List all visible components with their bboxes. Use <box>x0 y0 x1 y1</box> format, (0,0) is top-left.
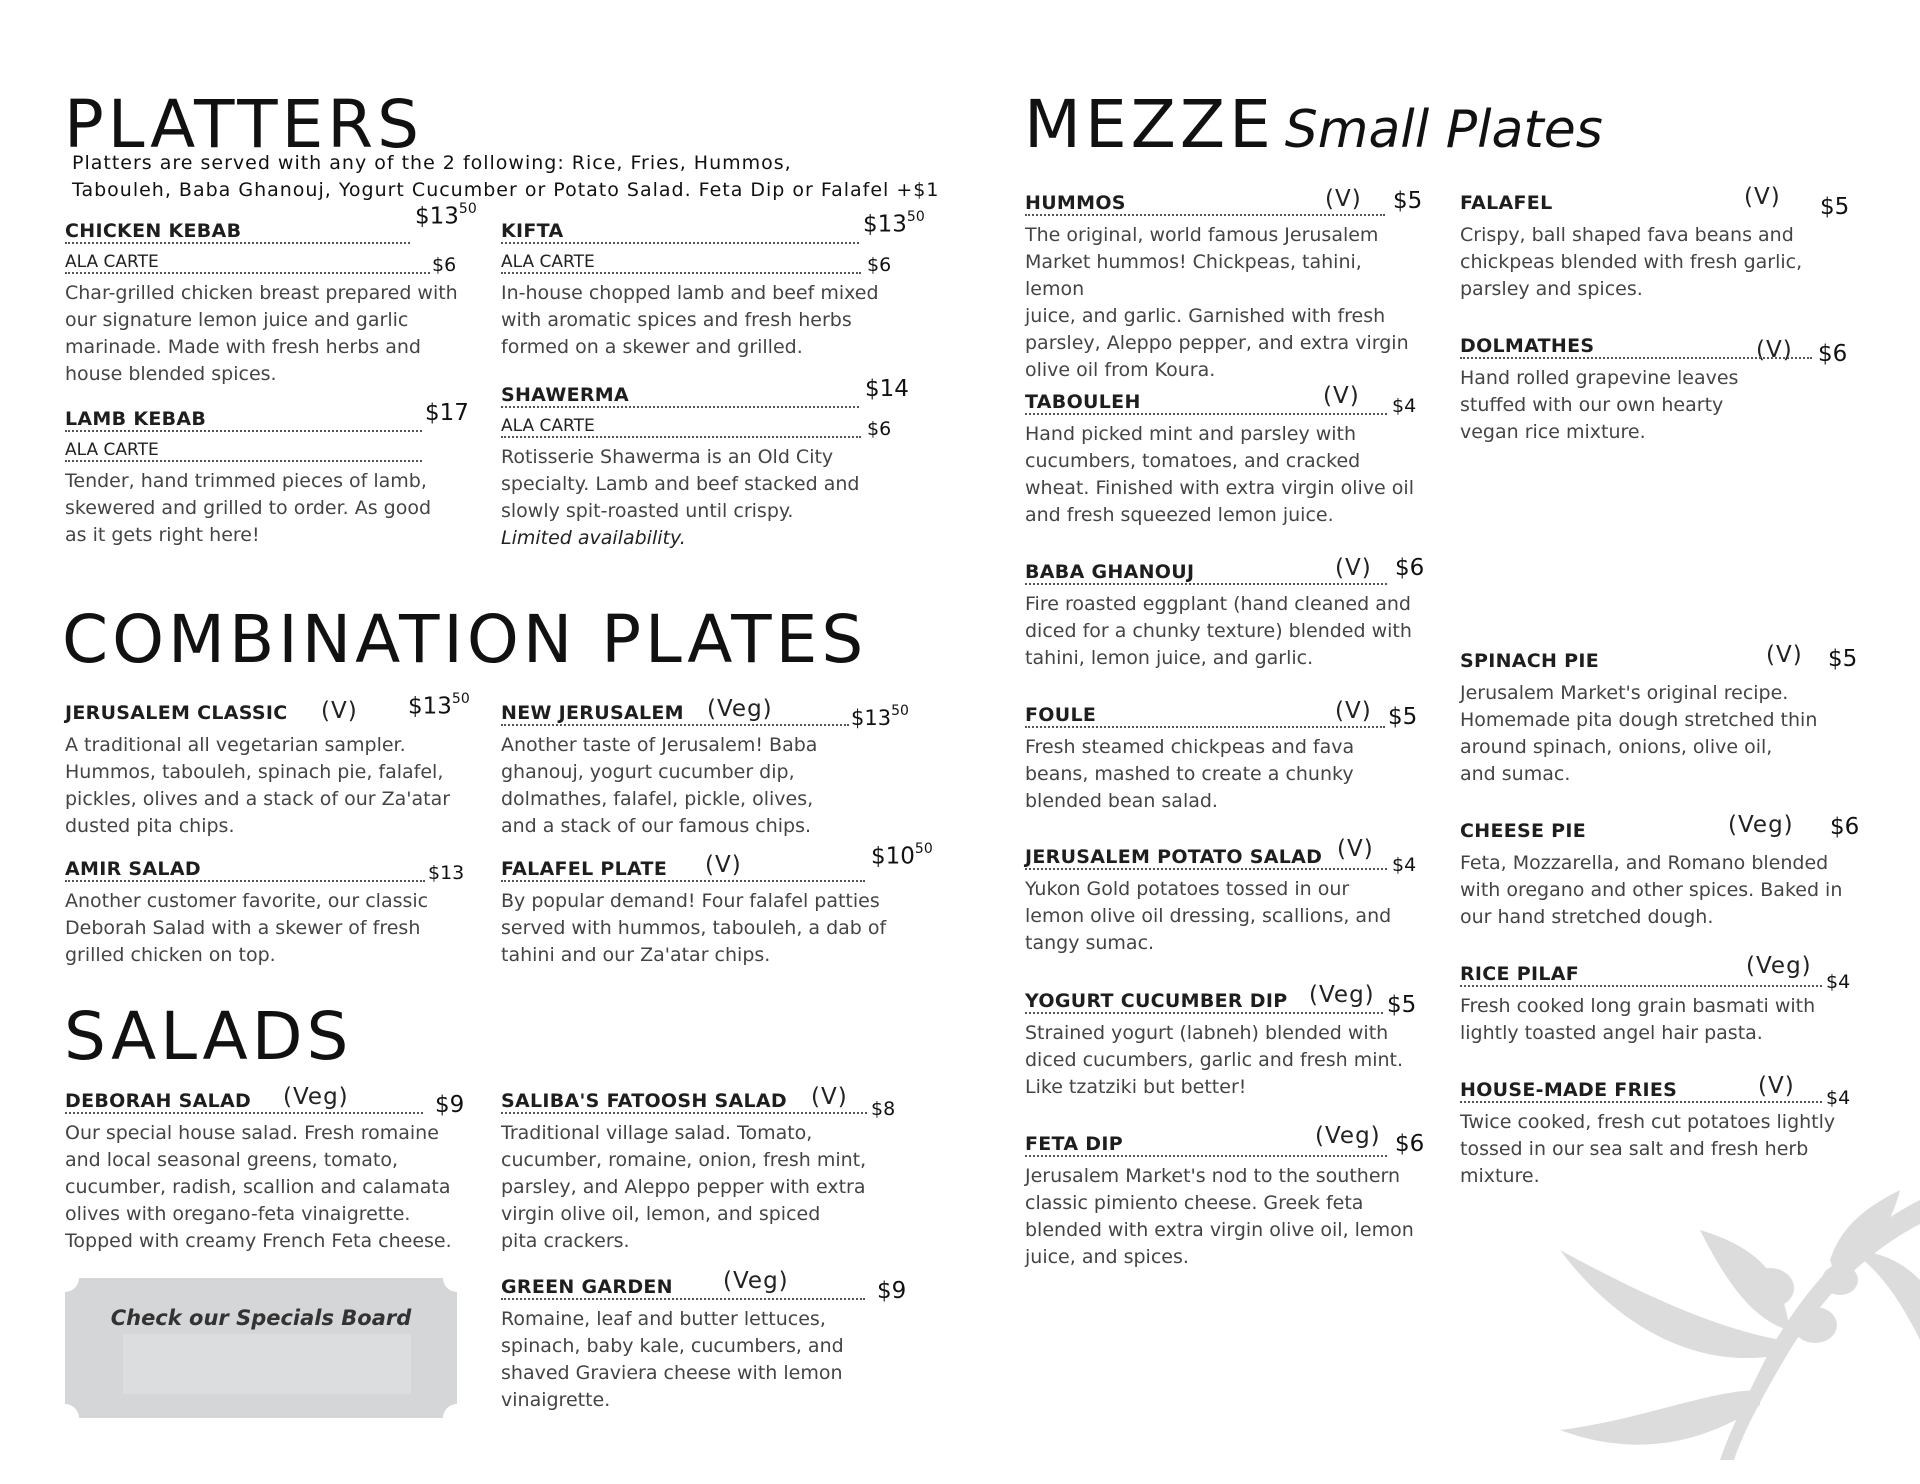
item-price: $\$13^{50}$ <box>415 201 477 230</box>
dot-leader <box>1460 357 1812 359</box>
item-description: Jerusalem Market's original recipe. Homemade pita dough stretched thin around spinach, onions, olive oil, and sumac. <box>1460 682 1818 785</box>
item-description: Our special house salad. Fresh romaine and local seasonal greens, tomato, cucumber, radish, scallion and calamata olives with oregano-feta vinaigrette. Topped with creamy French Feta cheese. <box>65 1122 452 1252</box>
menu-item-baba-ghanouj <box>1025 553 1425 672</box>
menu-item-amir-salad <box>65 850 465 969</box>
item-description: Fire roasted eggplant (hand cleaned and diced for a chunky texture) blended with tahini, lemon juice, and garlic. <box>1025 593 1412 669</box>
dot-leader <box>501 1298 865 1300</box>
dot-leader <box>501 272 861 274</box>
item-description: Hand rolled grapevine leaves stuffed with our own hearty vegan rice mixture. <box>1460 367 1739 443</box>
item-description: By popular demand! Four falafel patties served with hummos, tabouleh, a dab of tahini and our Za'atar chips. <box>501 890 887 966</box>
item-description: Romaine, leaf and butter lettuces, spinach, baby kale, cucumbers, and shaved Graviera cheese with lemon vinaigrette. <box>501 1308 844 1411</box>
diet-tag: (V) <box>811 1084 848 1110</box>
dot-leader <box>1460 1101 1822 1103</box>
menu-item-tabouleh <box>1025 383 1425 529</box>
diet-tag: (V) <box>1756 337 1793 363</box>
diet-tag: (Veg) <box>1315 1123 1381 1149</box>
combination-heading: COMBINATION PLATES <box>62 601 868 678</box>
item-description: The original, world famous Jerusalem Market hummos! Chickpeas, tahini, lemon juice, and garlic. Garnished with fresh parsley, Aleppo pepper, and extra virgin olive oil from Koura. <box>1025 224 1409 381</box>
item-name: BABA GHANOUJ <box>1025 561 1195 583</box>
diet-tag: (V) <box>1323 383 1360 409</box>
item-price: $4 <box>1826 1087 1851 1109</box>
menu-item-fatoosh-salad <box>501 1082 911 1255</box>
menu-item-potato-salad <box>1025 838 1435 957</box>
diet-tag: (V) <box>705 852 742 878</box>
menu-item-yogurt-cucumber-dip <box>1025 982 1425 1101</box>
menu-item-shawerma <box>501 376 909 552</box>
item-price: $8 <box>871 1098 896 1120</box>
item-name: FETA DIP <box>1025 1133 1123 1155</box>
item-name: JERUSALEM POTATO SALAD <box>1025 846 1323 868</box>
item-name: NEW JERUSALEM <box>501 702 684 724</box>
item-price: $5 <box>1393 188 1423 214</box>
item-price: $17 <box>425 400 469 426</box>
item-price: $4 <box>1826 971 1851 993</box>
dot-leader <box>501 880 865 882</box>
dot-leader <box>1025 583 1387 585</box>
mezze-heading <box>1024 86 1603 163</box>
dot-leader <box>1025 726 1385 728</box>
dot-leader <box>65 460 422 462</box>
diet-tag: (Veg) <box>283 1084 349 1110</box>
item-price: $5 <box>1820 194 1850 220</box>
item-description: Char-grilled chicken breast prepared with our signature lemon juice and garlic marinade. Made with fresh herbs and house blended spices. <box>65 282 458 385</box>
diet-tag: (V) <box>1335 555 1372 581</box>
item-name: FALAFEL <box>1460 192 1553 214</box>
menu-item-lamb-kebab <box>65 400 469 549</box>
dot-leader <box>65 880 425 882</box>
ala-carte-price: $6 <box>432 254 457 276</box>
menu-item-deborah-salad <box>65 1082 465 1255</box>
item-description: Twice cooked, fresh cut potatoes lightly tossed in our sea salt and fresh herb mixture. <box>1460 1111 1836 1187</box>
item-name: FALAFEL PLATE <box>501 858 668 880</box>
specials-board-text: Check our Specials Board <box>110 1306 412 1330</box>
diet-tag: (Veg) <box>1746 953 1812 979</box>
dot-leader <box>65 1112 423 1114</box>
item-name: SALIBA'S FATOOSH SALAD <box>501 1090 787 1112</box>
item-price: $5 <box>1387 992 1417 1018</box>
platters-heading: PLATTERS <box>64 86 424 163</box>
item-price: $14 <box>865 376 909 402</box>
item-name: AMIR SALAD <box>65 858 201 880</box>
platters-note-line2: Tabouleh, Baba Ghanouj, Yogurt Cucumber or Potato Salad. Feta Dip or Falafel +$1 <box>72 179 940 201</box>
menu-item-jerusalem-classic <box>65 691 470 840</box>
item-description: In-house chopped lamb and beef mixed with aromatic spices and fresh herbs formed on a skewer and grilled. <box>501 282 879 358</box>
diet-tag: (Veg) <box>1728 812 1794 838</box>
menu-item-falafel <box>1460 184 1860 303</box>
diet-tag: (Veg) <box>1309 982 1375 1008</box>
item-description: Yukon Gold potatoes tossed in our lemon olive oil dressing, scallions, and tangy sumac. <box>1025 878 1392 954</box>
item-price: $6 <box>1395 555 1425 581</box>
menu-item-cheese-pie <box>1460 812 1860 931</box>
item-name: CHICKEN KEBAB <box>65 220 242 242</box>
ala-carte-label: ALA CARTE <box>65 252 159 272</box>
item-name: RICE PILAF <box>1460 963 1580 985</box>
menu-item-new-jerusalem <box>501 694 909 840</box>
item-price: $5 <box>1828 646 1858 672</box>
item-name: JERUSALEM CLASSIC <box>65 702 288 724</box>
item-price: $\$13^{50}$ <box>863 209 925 238</box>
item-price: $\$13^{50}$ <box>851 703 909 730</box>
item-price: $\$10^{50}$ <box>871 841 933 870</box>
diet-tag: (V) <box>1337 836 1374 862</box>
diet-tag: (V) <box>1335 698 1372 724</box>
dot-leader <box>1025 1155 1387 1157</box>
item-price: $4 <box>1392 854 1417 876</box>
menu-item-hummos <box>1025 184 1425 384</box>
item-price: $6 <box>1818 341 1848 367</box>
platters-note-line1: Platters are served with any of the 2 following: Rice, Fries, Hummos, <box>72 152 792 174</box>
ala-carte-label: ALA CARTE <box>501 252 595 272</box>
item-description: Another taste of Jerusalem! Baba ghanouj, yogurt cucumber dip, dolmathes, falafel, pickle, olives, and a stack of our famous chips. <box>501 734 818 837</box>
item-name: DOLMATHES <box>1460 335 1595 357</box>
menu-item-spinach-pie <box>1460 642 1860 788</box>
diet-tag: (V) <box>1744 184 1781 210</box>
dot-leader <box>501 1112 867 1114</box>
item-description: Hand picked mint and parsley with cucumbers, tomatoes, and cracked wheat. Finished with extra virgin olive oil and fresh squeezed lemon juice. <box>1025 423 1414 526</box>
ala-carte-label: ALA CARTE <box>65 440 159 460</box>
menu-item-chicken-kebab <box>65 201 477 388</box>
menu-item-green-garden <box>501 1268 907 1414</box>
salads-heading: SALADS <box>64 998 353 1075</box>
item-price: $4 <box>1392 395 1417 417</box>
item-name: YOGURT CUCUMBER DIP <box>1025 990 1288 1012</box>
menu-item-rice-pilaf <box>1460 955 1860 1047</box>
item-description: Rotisserie Shawerma is an Old City specialty. Lamb and beef stacked and slowly spit-roasted until crispy. <box>501 446 860 522</box>
item-name: HUMMOS <box>1025 192 1126 214</box>
item-name: SPINACH PIE <box>1460 650 1600 672</box>
item-description: A traditional all vegetarian sampler. Hummos, tabouleh, spinach pie, falafel, pickles, olives and a stack of our Za'atar dusted pita chips. <box>65 734 451 837</box>
diet-tag: (V) <box>321 698 358 724</box>
specials-board-shape <box>65 1278 457 1418</box>
item-price: $\$13^{50}$ <box>408 691 470 720</box>
item-price: $9 <box>877 1278 907 1304</box>
menu-item-house-made-fries <box>1460 1071 1860 1190</box>
item-name: SHAWERMA <box>501 384 630 406</box>
ala-carte-price: $6 <box>867 418 892 440</box>
menu-item-kifta <box>501 209 925 361</box>
olive-branch-icon <box>1530 1190 1920 1460</box>
item-description: Fresh steamed chickpeas and fava beans, mashed to create a chunky blended bean salad. <box>1025 736 1355 812</box>
dot-leader <box>1025 214 1385 216</box>
dot-leader <box>501 436 861 438</box>
menu-item-dolmathes <box>1460 327 1860 446</box>
diet-tag: (Veg) <box>707 696 773 722</box>
mezze-subtitle: Small Plates <box>1284 100 1603 160</box>
item-name: FOULE <box>1025 704 1097 726</box>
menu-item-falafel-plate <box>501 841 933 969</box>
item-name: LAMB KEBAB <box>65 408 207 430</box>
item-name: HOUSE-MADE FRIES <box>1460 1079 1678 1101</box>
dot-leader <box>1025 413 1387 415</box>
item-description: Crispy, ball shaped fava beans and chickpeas blended with fresh garlic, parsley and spices. <box>1460 224 1803 300</box>
diet-tag: (V) <box>1766 642 1803 668</box>
item-price: $9 <box>435 1092 465 1118</box>
item-price: $6 <box>1830 814 1860 840</box>
item-price: $6 <box>1395 1131 1425 1157</box>
ala-carte-price: $6 <box>867 254 892 276</box>
item-description: Feta, Mozzarella, and Romano blended with oregano and other spices. Baked in our hand stretched dough. <box>1460 852 1843 928</box>
item-description: Fresh cooked long grain basmati with lightly toasted angel hair pasta. <box>1460 995 1816 1044</box>
item-name: DEBORAH SALAD <box>65 1090 252 1112</box>
dot-leader <box>1025 1012 1383 1014</box>
dot-leader <box>501 724 849 726</box>
item-description: Jerusalem Market's nod to the southern classic pimiento cheese. Greek feta blended with extra virgin olive oil, lemon juice, and spices. <box>1025 1165 1414 1268</box>
availability-note: Limited availability. <box>501 527 686 549</box>
diet-tag: (V) <box>1758 1073 1795 1099</box>
mezze-title: MEZZE <box>1024 86 1275 163</box>
item-description: Another customer favorite, our classic Deborah Salad with a skewer of fresh grilled chicken on top. <box>65 890 429 966</box>
diet-tag: (V) <box>1325 186 1362 212</box>
dot-leader <box>1025 868 1387 870</box>
item-name: GREEN GARDEN <box>501 1276 673 1298</box>
item-description: Strained yogurt (labneh) blended with diced cucumbers, garlic and fresh mint. Like tzatziki but better! <box>1025 1022 1404 1098</box>
item-price: $5 <box>1388 704 1418 730</box>
item-description: Tender, hand trimmed pieces of lamb, skewered and grilled to order. As good as it gets right here! <box>65 470 432 546</box>
item-name: TABOULEH <box>1025 391 1141 413</box>
ala-carte-label: ALA CARTE <box>501 416 595 436</box>
menu-item-foule <box>1025 696 1425 815</box>
item-name: CHEESE PIE <box>1460 820 1587 842</box>
diet-tag: (Veg) <box>723 1268 789 1294</box>
menu-item-feta-dip <box>1025 1125 1425 1271</box>
dot-leader <box>65 272 430 274</box>
item-name: KIFTA <box>501 220 564 242</box>
item-description: Traditional village salad. Tomato, cucumber, romaine, onion, fresh mint, parsley, and Aleppo pepper with extra virgin olive oil, lemon, and spiced pita crackers. <box>501 1122 867 1252</box>
dot-leader <box>1460 985 1822 987</box>
specials-board <box>65 1278 457 1418</box>
item-price: $13 <box>428 862 465 884</box>
